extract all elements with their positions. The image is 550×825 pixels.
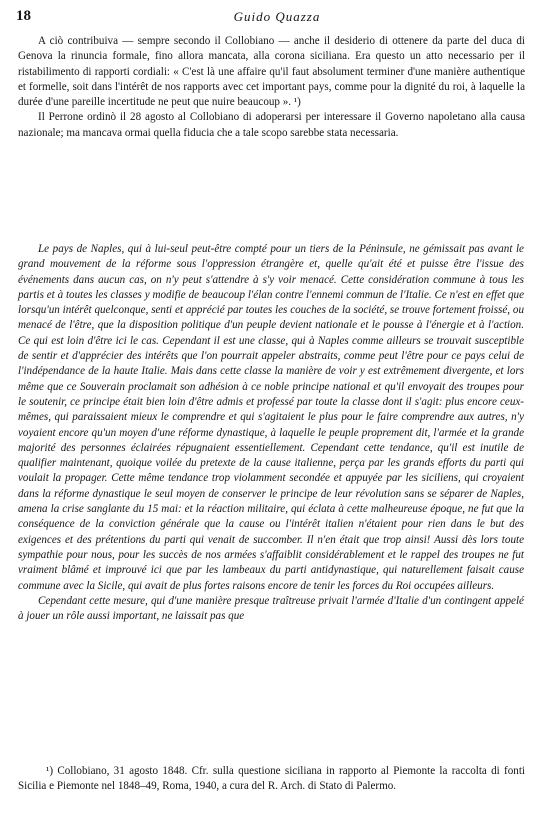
footnote-text: ¹) Collobiano, 31 agosto 1848. Cfr. sulla questione siciliana in rapporto al Piemonte la raccolta di fonti Sicilia e Piemonte nel 1848–49, Roma, 1940, a cura del R. Arch. di Stato di Palermo.: [18, 765, 525, 792]
page-header: [16, 8, 538, 28]
quote-paragraph-1: Le pays de Naples, qui à lui-seul peut-être compté pour un tiers de la Péninsule, ne gémissait pas avant le grand mouvement de la réforme sous l'oppression étrangère et, quelle qu'ait été et puisse être l'issue des événements dans aucun cas, on n'y peut s'attendre à s'y voir menacé. Cette considération commune à tous les partis et à toutes les classes y modifie de beaucoup l'élan contre l'ennemi commun de l'Italie. Ce n'est en effet que lorsqu'un intérêt quelconque, senti et apprécié par toutes les couches de la société, se trouve fortement froissé, ou menacé de l'être, que la disposition politique d'un peuple devient nationale et le pousse à l'énergie et à l'action. Ce qui est loin d'être ici le cas. Cependant il est une classe, qui à Naples comme ailleurs se trouvait susceptible de sentir et d'apprécier des intérêts que l'on pourrait appeler abstraits, comme peut l'être pour ce pays celui de l'indépendance de la haute Italie. Mais dans cette classe la manière de voir y est extrêmement divergente, et lors même que ce Souverain proclamait son adhésion à ce noble principe national et qu'il envoyait des troupes pour le soutenir, ce principe était bien loin d'être admis et professé par toute la classe dont il s'agit: plus encore ceux-mêmes, qui paraissaient mieux le comprendre et qui s'agitaient le plus pour le faire comprendre aux autres, n'y voyaient encore qu'un moyen d'une réforme dynastique, à laquelle le peuple proprement dit, l'armée et la grande majorité des personnes éclairées répugnaient essentiellement. Cependant cette tendance, qu'il est inutile de qualifier maintenant, quoique voilée du pretexte de la cause italienne, perça par les grands efforts du parti qui voulait la propager. Cette même tendance trop violamment secondée et appuyée par les siciliens, qui croyaient dans la réforme dynastique le seul moyen de conserver le principe de leur révolution sans se séparer de Naples, amena la crise sanglante du 15 mai: et la réaction militaire, qui éclata à cette malheureuse époque, ne fut que la conséquence de la conviction générale que la cause ou l'intérêt italien n'étaient pour rien dans le but des exigences et des prétentions du parti qui venait de succomber. Il n'en était que trop ainsi! Aussi dès lors toute sympathie pour nous, pour les succès de nos armées s'affaiblit considérablement et le rappel des troupes ne fut vraiment blâmé et improuvé ici que par les lambeaux du parti antidynastique, qui naturellement faisait cause commune avec la Sicile, qui avait de plus fortes raisons encore de tenir les forces du Roi occupées ailleurs.: [18, 243, 524, 592]
page-number: 18: [16, 8, 31, 24]
running-title: Guido Quazza: [233, 9, 321, 24]
footnote: [18, 764, 525, 793]
body-paragraph-1: A ciò contribuiva — sempre secondo il Collobiano — anche il desiderio di ottenere da parte del duca di Genova la rinuncia formale, fino allora mancata, alla corona siciliana. Era questo un atto necessario per il ristabilimento di rapporti cordiali: « C'est là une affaire qu'il faut absolument terminer d'une manière authentique et formelle, soit dans l'intérêt de nos rapports avec cet important pays, comme pour la dignité du roi, à laquelle la durée d'une pareille incertitude ne peut que nuire beaucoup ». ¹): [18, 35, 525, 109]
quote-paragraph-2: Cependant cette mesure, qui d'une manière presque traîtreuse privait l'armée d'Italie d'un contingent appelé à jouer un rôle aussi important, ne laissait pas que: [18, 594, 524, 623]
french-quotation: [18, 242, 524, 624]
main-text: [18, 34, 525, 141]
body-paragraph-2: Il Perrone ordinò il 28 agosto al Collobiano di adoperarsi per interessare il Governo napoletano alla causa nazionale; ma mancava ormai quella fiducia che a tale scopo sarebbe stata necessaria.: [18, 111, 525, 139]
